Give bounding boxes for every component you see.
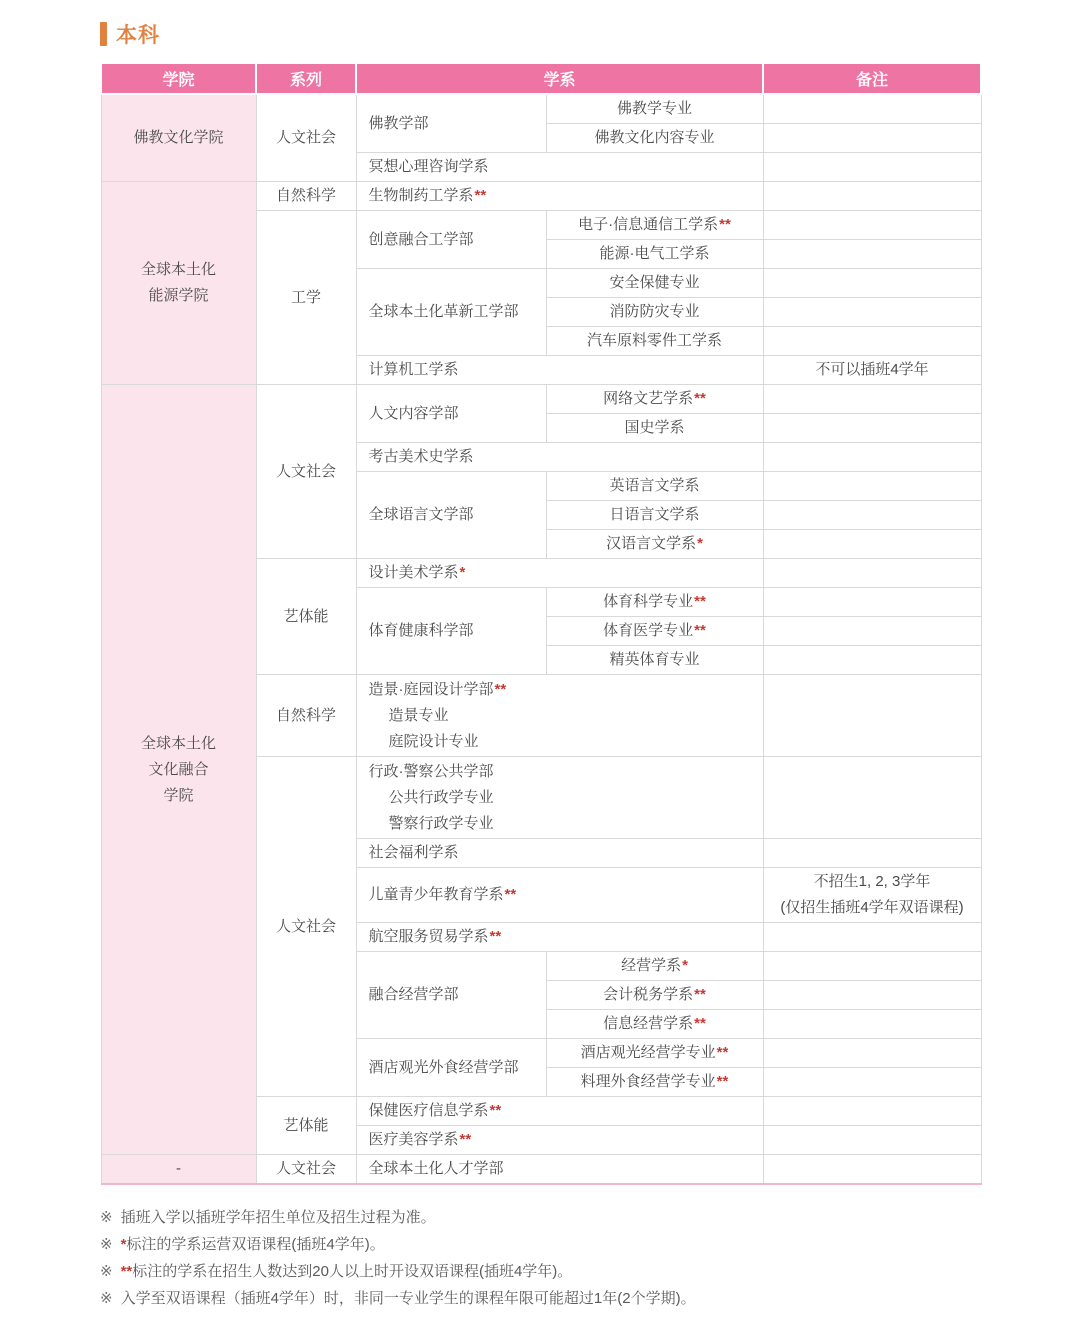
department-cell [356, 757, 763, 839]
cell-text: 汉语言文学系* [606, 535, 703, 552]
cell-text: 自然科学 [275, 706, 336, 724]
major-cell [546, 981, 763, 1010]
asterisk-mark: ** [494, 680, 507, 698]
cell-text: 料理外食经营学专业** [580, 1073, 729, 1090]
remark-cell [763, 1097, 981, 1126]
asterisk-mark: ** [489, 1102, 502, 1119]
cell-text: (仅招生插班4学年双语课程) [780, 899, 964, 916]
title-accent-bar [100, 22, 107, 46]
department-cell [356, 1155, 763, 1185]
cell-text: 安全保健专业 [609, 274, 700, 291]
cell-text: 电子·信息通信工学系** [578, 216, 731, 233]
cell-text: 全球本土化 [140, 734, 216, 752]
table-row [101, 1155, 981, 1185]
department-cell [356, 443, 763, 472]
cell-text: 体育健康科学部 [368, 622, 474, 639]
page [100, 18, 980, 1317]
series-cell [256, 1155, 356, 1185]
cell-text: 会计税务学系** [603, 986, 706, 1003]
table-row [101, 385, 981, 414]
series-cell [256, 385, 356, 559]
major-cell [546, 1068, 763, 1097]
remark-cell [763, 356, 981, 385]
department-cell [356, 923, 763, 952]
department-cell [356, 153, 763, 182]
cell-text: 造景专业 [388, 706, 449, 724]
cell-text: 国史学系 [624, 419, 685, 436]
cell-text: 冥想心理咨询学系 [368, 158, 489, 175]
major-cell [546, 472, 763, 501]
department-cell [356, 868, 763, 923]
major-cell [546, 1010, 763, 1039]
cell-text: 消防防灾专业 [609, 303, 700, 320]
remark-cell [763, 588, 981, 617]
remark-cell [763, 757, 981, 839]
department-cell [356, 472, 546, 559]
remark-cell [763, 559, 981, 588]
asterisk-mark: ** [719, 216, 731, 233]
cell-text: 汽车原料零件工学系 [587, 332, 723, 349]
major-cell [546, 1039, 763, 1068]
department-cell [356, 952, 546, 1039]
cell-text: 艺体能 [283, 607, 329, 625]
footnotes [100, 1209, 980, 1307]
major-cell [546, 501, 763, 530]
footnote-text: 入学至双语课程（插班4学年）时，非同一专业学生的课程年限可能超过1年(2个学期)。 [120, 1290, 696, 1307]
remark-cell [763, 385, 981, 414]
cell-text: 警察行政学专业 [388, 814, 494, 832]
asterisk-mark: ** [716, 1044, 729, 1061]
major-cell [546, 617, 763, 646]
cell-text: 社会福利学系 [368, 844, 459, 861]
footnote-marker: ※ [100, 1236, 113, 1253]
asterisk-mark: ** [716, 1073, 729, 1090]
remark-cell [763, 501, 981, 530]
cell-text: 不可以插班4学年 [815, 361, 929, 378]
remark-cell [763, 240, 981, 269]
footnote-item [100, 1236, 980, 1253]
remark-cell [763, 1068, 981, 1097]
department-cell [356, 839, 763, 868]
cell-text: 艺体能 [283, 1116, 329, 1134]
major-cell [546, 414, 763, 443]
cell-text: 公共行政学专业 [388, 788, 494, 806]
remark-cell [763, 923, 981, 952]
remark-cell [763, 952, 981, 981]
asterisk-mark: ** [474, 187, 487, 204]
remark-cell [763, 124, 981, 153]
footnote-text: *标注的学系运营双语课程(插班4学年)。 [120, 1236, 385, 1253]
major-cell [546, 240, 763, 269]
programs-table [100, 62, 982, 1185]
college-cell [101, 182, 256, 385]
remark-cell [763, 868, 981, 923]
major-cell [546, 94, 763, 124]
major-cell [546, 298, 763, 327]
cell-text: 人文内容学部 [368, 404, 459, 422]
column-header-series: 系列 [256, 63, 356, 94]
major-cell [546, 327, 763, 356]
series-cell [256, 757, 356, 1097]
column-header-college: 学院 [101, 63, 256, 94]
remark-cell [763, 617, 981, 646]
table-row [101, 94, 981, 124]
major-cell [546, 646, 763, 675]
remark-cell [763, 981, 981, 1010]
cell-text: 保健医疗信息学系** [368, 1102, 502, 1119]
cell-text: 精英体育专业 [609, 651, 700, 668]
cell-text: 设计美术学系* [368, 564, 466, 581]
remark-cell [763, 327, 981, 356]
cell-text: 不招生1, 2, 3学年 [813, 873, 931, 890]
department-cell [356, 1126, 763, 1155]
cell-text: 计算机工学系 [368, 361, 459, 378]
department-cell [356, 211, 546, 269]
cell-text: 佛教文化内容专业 [594, 129, 715, 146]
college-cell [101, 94, 256, 182]
remark-cell [763, 182, 981, 211]
department-cell [356, 675, 763, 757]
remark-cell [763, 153, 981, 182]
major-cell [546, 269, 763, 298]
cell-text: 体育科学专业** [603, 593, 706, 610]
page-title: 本科 [116, 24, 160, 47]
table-row [101, 182, 981, 211]
department-cell [356, 1039, 546, 1097]
table-header-row [101, 63, 981, 94]
table-body [101, 94, 981, 1184]
cell-text: 造景·庭园设计学部** [368, 680, 507, 698]
remark-cell [763, 1155, 981, 1185]
cell-text: 融合经营学部 [368, 986, 459, 1003]
footnote-item [100, 1263, 980, 1280]
cell-text: 佛教文化学院 [133, 129, 224, 146]
series-cell [256, 1097, 356, 1155]
remark-cell [763, 839, 981, 868]
cell-text: 体育医学专业** [603, 622, 706, 639]
cell-text: 全球本土化革新工学部 [368, 303, 519, 320]
college-cell [101, 1155, 256, 1185]
cell-text: 佛教学部 [368, 114, 429, 132]
cell-text: 人文社会 [275, 917, 336, 935]
major-cell [546, 211, 763, 240]
cell-text: 能源·电气工学系 [599, 245, 710, 262]
remark-cell [763, 472, 981, 501]
cell-text: 创意融合工学部 [368, 230, 474, 248]
cell-text: 考古美术史学系 [368, 448, 474, 465]
series-cell [256, 182, 356, 211]
footnote-marker: ※ [100, 1209, 113, 1226]
department-cell [356, 269, 546, 356]
department-cell [356, 182, 763, 211]
asterisk-mark: ** [694, 593, 706, 610]
cell-text: 全球语言文学部 [368, 506, 474, 523]
table-header [101, 63, 981, 94]
cell-text: 全球本土化人才学部 [368, 1160, 504, 1177]
cell-text: 人文社会 [275, 1160, 336, 1177]
cell-text: 自然科学 [275, 187, 336, 204]
asterisk-mark: ** [459, 1131, 472, 1148]
cell-text: 酒店观光经营学专业** [580, 1044, 729, 1061]
cell-text: 工学 [290, 288, 321, 306]
column-header-remark: 备注 [763, 63, 981, 94]
cell-text: 信息经营学系** [603, 1015, 706, 1032]
cell-text: 全球本土化 [140, 261, 216, 278]
cell-text: 学院 [163, 786, 194, 804]
footnote-marker: ※ [100, 1290, 113, 1307]
remark-cell [763, 443, 981, 472]
remark-cell [763, 298, 981, 327]
major-cell [546, 530, 763, 559]
cell-text: 能源学院 [148, 287, 209, 304]
footnote-item [100, 1290, 980, 1307]
remark-cell [763, 1010, 981, 1039]
remark-cell [763, 1126, 981, 1155]
major-cell [546, 588, 763, 617]
cell-text: 儿童青少年教育学系** [368, 886, 517, 903]
cell-text: 文化融合 [148, 760, 209, 778]
asterisk-mark: ** [694, 1015, 706, 1032]
department-cell [356, 1097, 763, 1126]
series-cell [256, 211, 356, 385]
major-cell [546, 952, 763, 981]
remark-cell [763, 269, 981, 298]
department-cell [356, 385, 546, 443]
cell-text: - [176, 1160, 181, 1177]
remark-cell [763, 530, 981, 559]
series-cell [256, 94, 356, 182]
cell-text: 庭院设计专业 [388, 732, 479, 750]
cell-text: 人文社会 [275, 129, 336, 146]
cell-text: 生物制药工学系** [368, 187, 487, 204]
asterisk-mark: * [697, 535, 703, 552]
section-title [100, 18, 980, 50]
remark-cell [763, 211, 981, 240]
cell-text: 日语言文学系 [609, 506, 700, 523]
cell-text: 佛教学专业 [617, 100, 693, 117]
cell-text: 行政·警察公共学部 [368, 762, 494, 780]
remark-cell [763, 94, 981, 124]
department-cell [356, 356, 763, 385]
remark-cell [763, 414, 981, 443]
remark-cell [763, 675, 981, 757]
cell-text: 酒店观光外食经营学部 [368, 1058, 519, 1076]
remark-cell [763, 1039, 981, 1068]
remark-cell [763, 646, 981, 675]
asterisk-mark: ** [489, 928, 502, 945]
cell-text: 英语言文学系 [609, 477, 700, 494]
asterisk-mark: ** [504, 886, 517, 903]
asterisk-mark: ** [694, 986, 706, 1003]
series-cell [256, 559, 356, 675]
series-cell [256, 675, 356, 757]
major-cell [546, 385, 763, 414]
cell-text: 医疗美容学系** [368, 1131, 472, 1148]
major-cell [546, 124, 763, 153]
column-header-department: 学系 [356, 63, 763, 94]
footnote-text: **标注的学系在招生人数达到20人以上时开设双语课程(插班4学年)。 [120, 1263, 573, 1280]
department-cell [356, 94, 546, 153]
college-cell [101, 385, 256, 1155]
department-cell [356, 559, 763, 588]
footnote-item [100, 1209, 980, 1226]
asterisk-mark: * [459, 564, 466, 581]
department-cell [356, 588, 546, 675]
cell-text: 经营学系* [621, 957, 688, 974]
asterisk-mark: * [682, 957, 688, 974]
cell-text: 网络文艺学系** [603, 390, 706, 407]
asterisk-mark: ** [694, 622, 706, 639]
cell-text: 航空服务贸易学系** [368, 928, 502, 945]
footnote-marker: ※ [100, 1263, 113, 1280]
cell-text: 人文社会 [275, 462, 336, 480]
footnote-text: 插班入学以插班学年招生单位及招生过程为准。 [120, 1209, 436, 1226]
asterisk-mark: ** [694, 390, 706, 407]
